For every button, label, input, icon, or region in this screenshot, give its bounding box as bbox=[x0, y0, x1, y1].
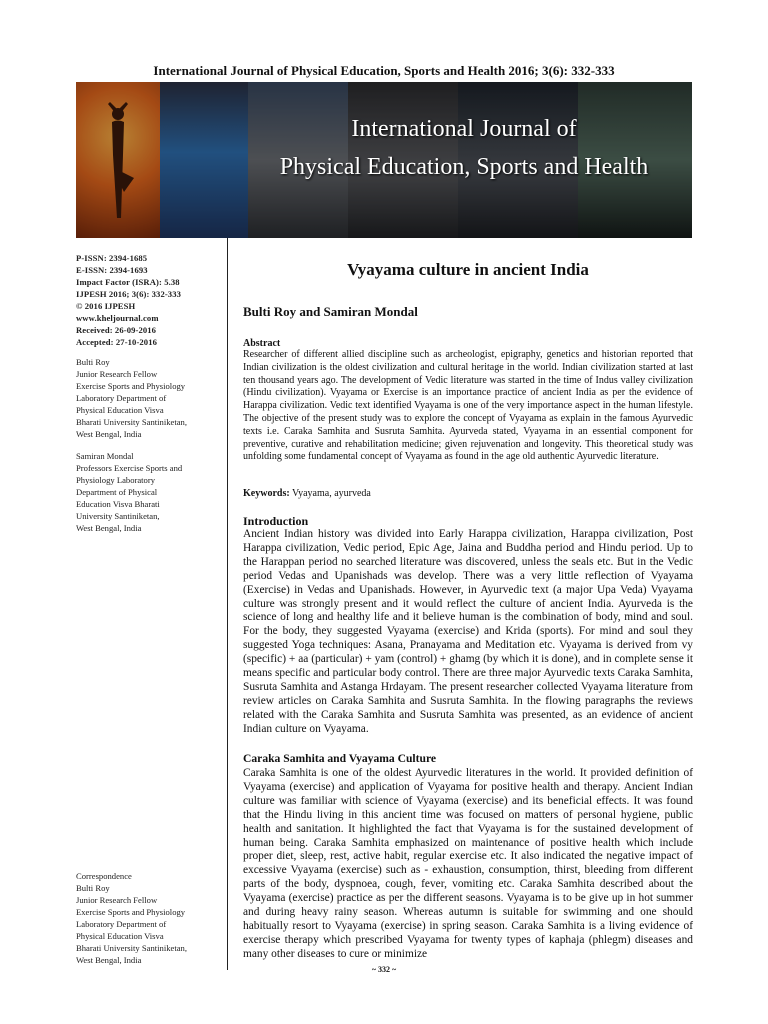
copyright: © 2016 IJPESH bbox=[76, 301, 136, 311]
article-title: Vyayama culture in ancient India bbox=[347, 260, 589, 279]
author-line: Bharati University Santiniketan, bbox=[76, 417, 187, 427]
e-issn: E-ISSN: 2394-1693 bbox=[76, 265, 148, 275]
received-date: Received: 26-09-2016 bbox=[76, 325, 157, 335]
journal-banner bbox=[76, 82, 692, 238]
introduction-body: Ancient Indian history was divided into Early Harappa civilization, Harappa civilization, Post Harappa civilization, Vedic period, Epic Age, Jaina and Buddha period and Hindu period. Up to the Harappan period no searched literature was discovered, unless the seals etc. But in the Vedic period Vedas and Upanishads was develop. There was a very little reflection of Vyayama (Exercise) in Vedas and Upanishads. However, in Ayurvedic text (a major Upa Veda) Vyayama culture was strongly present and it would reflect the culture of ancient India. Ayurveda is the science of long and healthy life and it believe human is the combination of body, mind and soul. For the body, they suggested Vyayama (exercise) and Krida (sports). For mind and soul they suggested Yoga techniques: Asana, Pranayama and Meditation etc. Vyayama is derived from vy (specific) + aa (particular) + yam (control) + ghamg (by which it is done), and in complete sense it means specific and particular body control. There are three major Ayurvedic texts Caraka Samhita, Susruta Samhita and Astanga Hrdayam. The present researcher collected Vyayama literature from review articles on Caraka Samhita and Susruta Samhita. In the flowing paragraphs the reviews related with the Caraka Samhita and Susruta Samhita was presented, as an evidence of ancient Indian culture on Vyayama. bbox=[243, 528, 693, 735]
correspondence-line: Physical Education Visva bbox=[76, 931, 164, 941]
journal-header: International Journal of Physical Education, Sports and Health 2016; 3(6): 332-333 bbox=[153, 63, 615, 78]
abstract-heading: Abstract bbox=[243, 338, 281, 349]
accepted-date: Accepted: 27-10-2016 bbox=[76, 337, 157, 347]
caraka-samhita-body: Caraka Samhita is one of the oldest Ayurvedic literatures in the world. It provided definition of Vyayama (exercise) and application of Vyayama for positive health and therapy. Ancient Indian culture was familiar with science of Vyayama (exercise) and its beneficial effects. It was found that the Hindu living in this ancient time was focused on matters of personal hygiene, public health and sanitation. It highlighted the fact that Vyayama is for the sustained development of human being. Caraka Samhita emphasized on maintenance of positive health which include proper diet, sleep, rest, active habit, regular exercise etc. It also indicated the negative impact of excessive Vyayama (exercise) such as - exhaustion, consumption, thirst, bleeding from different parts of the body, dyspnoea, cough, fever, vomiting etc. Caraka Samhita described about the Vyayama (exercise) practice as per the different seasons. Vyayama is to be give up in hot summer and during heavy rainy season. Whereas autumn is suitable for swimming and one should habitually resort to Vyayama (exercise) in spring season. Caraka Samhita is a living evidence of exercise therapy which prescribed Vyayama for twenty types of kaphaja (phlegm) diseases and many other diseases to cure or minimize bbox=[243, 767, 693, 960]
correspondence-line: West Bengal, India bbox=[76, 955, 142, 965]
author-line: Professors Exercise Sports and bbox=[76, 463, 183, 473]
correspondence-line: Correspondence bbox=[76, 871, 132, 881]
keywords bbox=[243, 488, 693, 499]
author-line: West Bengal, India bbox=[76, 429, 142, 439]
correspondence-block bbox=[76, 870, 226, 966]
abstract-body: Researcher of different allied discipline such as archeologist, epigraphy, genetics and historian reported that Indian civilization is the oldest civilization and cultural heritage in the world. Indian civilization started at last ten thousand years ago. The development of Vedic literature was started in the time of Indus valley civilization (Hindu civilization). Vyayama or Exercise is an importance practice of ancient India as per the evidence of Harappa civilization. Vedic text identified Vyayama is one of the very importance aspect in the human lifestyle. The objective of the present study was to explore the concept of Vyayama as explain in the famous Ayurvedic texts i.e. Caraka Samhita and Susruta Samhita. Ayurveda stated, Vyayama in an essential component for preventive, curative and rehabilitation medicine; given rejuvenation and longevity. This theoretical study was unfolding some fundamental concept of Vyayama as found in the age old authentic Ayurvedic literature. bbox=[243, 349, 693, 463]
keywords-label: Keywords: bbox=[243, 488, 290, 499]
author-line: Department of Physical bbox=[76, 487, 158, 497]
sidebar-meta bbox=[76, 252, 226, 348]
banner-title-line1: International Journal of bbox=[351, 116, 577, 142]
author-affiliation-2 bbox=[76, 450, 226, 534]
author-line: Bulti Roy bbox=[76, 357, 110, 367]
sidebar-divider bbox=[227, 238, 228, 970]
caraka-samhita-heading: Caraka Samhita and Vyayama Culture bbox=[243, 752, 437, 765]
author-line: Junior Research Fellow bbox=[76, 369, 158, 379]
author-line: Exercise Sports and Physiology bbox=[76, 381, 186, 391]
correspondence-line: Exercise Sports and Physiology bbox=[76, 907, 186, 917]
correspondence-line: Laboratory Department of bbox=[76, 919, 167, 929]
author-line: Education Visva Bharati bbox=[76, 499, 160, 509]
article-authors: Bulti Roy and Samiran Mondal bbox=[243, 304, 418, 319]
citation: IJPESH 2016; 3(6): 332-333 bbox=[76, 289, 182, 299]
keywords-value: Vyayama, ayurveda bbox=[289, 488, 371, 499]
yoga-silhouette-icon bbox=[90, 100, 146, 224]
author-line: Laboratory Department of bbox=[76, 393, 167, 403]
journal-website: www.kheljournal.com bbox=[76, 313, 159, 323]
p-issn: P-ISSN: 2394-1685 bbox=[76, 253, 148, 263]
correspondence-line: Junior Research Fellow bbox=[76, 895, 158, 905]
page-number: ~ 332 ~ bbox=[371, 965, 397, 974]
correspondence-line: Bharati University Santiniketan, bbox=[76, 943, 187, 953]
author-line: Physical Education Visva bbox=[76, 405, 164, 415]
banner-title bbox=[244, 110, 684, 186]
correspondence-line: Bulti Roy bbox=[76, 883, 110, 893]
author-line: Physiology Laboratory bbox=[76, 475, 156, 485]
impact-factor: Impact Factor (ISRA): 5.38 bbox=[76, 277, 180, 287]
introduction-heading: Introduction bbox=[243, 514, 309, 528]
banner-title-line2: Physical Education, Sports and Health bbox=[279, 154, 649, 180]
author-line: University Santiniketan, bbox=[76, 511, 160, 521]
author-line: West Bengal, India bbox=[76, 523, 142, 533]
author-line: Samiran Mondal bbox=[76, 451, 134, 461]
author-affiliation-1 bbox=[76, 356, 226, 440]
